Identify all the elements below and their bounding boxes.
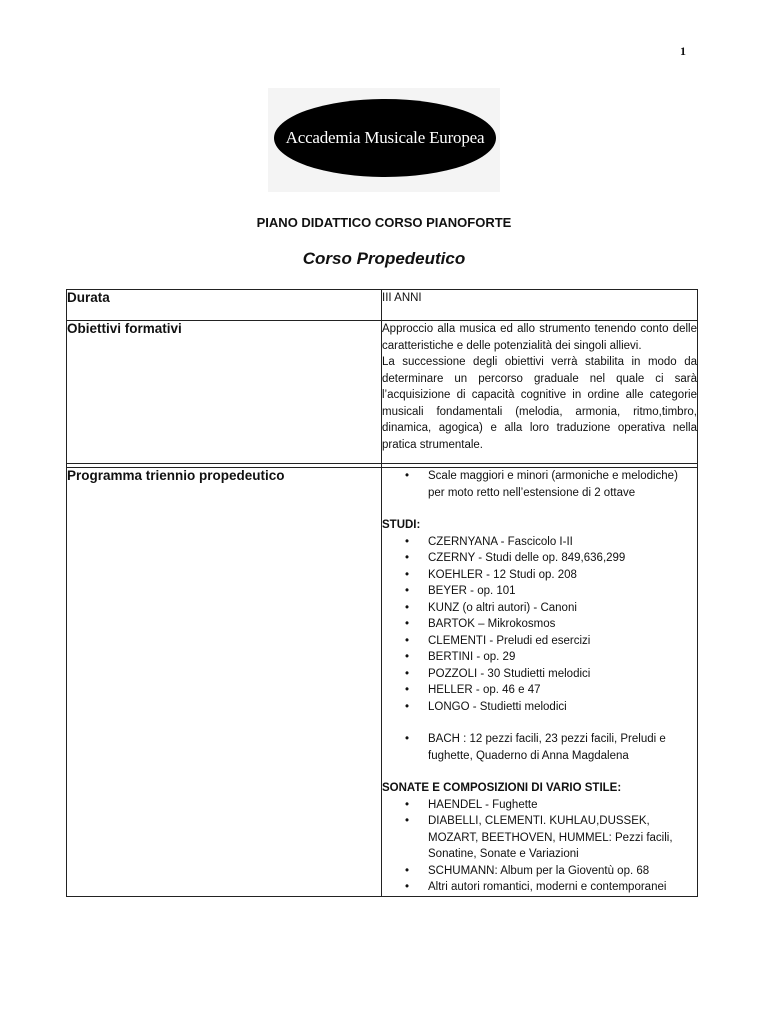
list-item: • LONGO - Studietti melodici — [382, 699, 697, 716]
list-item: • CZERNY - Studi delle op. 849,636,299 — [382, 550, 697, 567]
list-item: • KOEHLER - 12 Studi op. 208 — [382, 567, 697, 584]
list-item: • BERTINI - op. 29 — [382, 649, 697, 666]
sonate-list — [382, 797, 697, 896]
list-item: • CZERNYANA - Fascicolo I-II — [382, 534, 697, 551]
document-subtitle: Corso Propedeutico — [302, 249, 466, 268]
bach-list — [382, 731, 697, 764]
page-number: 1 — [680, 44, 686, 58]
studi-list — [382, 534, 697, 716]
list-item: • DIABELLI, CLEMENTI. KUHLAU,DUSSEK, MOZART, BEETHOVEN, HUMMEL: Pezzi facili, Sonatine, Sonate e Variazioni — [382, 813, 697, 863]
sonate-heading: SONATE E COMPOSIZIONI DI VARIO STILE: — [382, 782, 622, 794]
list-item: • BARTOK – Mikrokosmos — [382, 616, 697, 633]
durata-label: Durata — [67, 290, 382, 321]
programma-label: Programma triennio propedeutico — [67, 468, 382, 897]
list-item: • SCHUMANN: Album per la Gioventù op. 68 — [382, 863, 697, 880]
logo-text: Accademia Musicale Europea — [285, 128, 485, 147]
course-table — [66, 289, 698, 897]
list-item: • CLEMENTI - Preludi ed esercizi — [382, 633, 697, 650]
document-title: PIANO DIDATTICO CORSO PIANOFORTE — [256, 215, 512, 230]
obiettivi-paragraph-1: Approccio alla musica ed allo strumento tenendo conto delle caratteristiche e delle potenzialità dei singoli allievi. — [382, 323, 697, 352]
logo-oval — [274, 99, 496, 177]
list-item: • Altri autori romantici, moderni e contemporanei — [382, 879, 697, 896]
table-row-obiettivi — [67, 321, 698, 464]
list-item: • HAENDEL - Fughette — [382, 797, 697, 814]
list-item: • BACH : 12 pezzi facili, 23 pezzi facili, Preludi e fughette, Quaderno di Anna Magdalena — [382, 731, 697, 764]
table-row-programma — [67, 468, 698, 897]
obiettivi-paragraph-2: La successione degli obiettivi verrà stabilita in modo da determinare un percorso graduale nel quale ci sarà l’acquisizione di capacità cognitive in ordine alle categorie musicali fondamentali (melodia, armonia, ritmo,timbro, dinamica, agogica) e alla loro traduzione operativa nella pratica strumentale. — [382, 356, 697, 451]
obiettivi-value — [382, 321, 698, 464]
list-item: • BEYER - op. 101 — [382, 583, 697, 600]
scale-list — [382, 468, 697, 501]
list-item: • HELLER - op. 46 e 47 — [382, 682, 697, 699]
durata-value: III ANNI — [382, 290, 698, 321]
list-item: • POZZOLI - 30 Studietti melodici — [382, 666, 697, 683]
studi-heading: STUDI: — [382, 519, 421, 531]
list-item: • Scale maggiori e minori (armoniche e melodiche) per moto retto nell’estensione di 2 ottave — [382, 468, 697, 501]
list-item: • KUNZ (o altri autori) - Canoni — [382, 600, 697, 617]
logo — [268, 88, 500, 192]
obiettivi-label: Obiettivi formativi — [67, 321, 382, 464]
programma-value — [382, 468, 698, 897]
table-row-durata — [67, 290, 698, 321]
